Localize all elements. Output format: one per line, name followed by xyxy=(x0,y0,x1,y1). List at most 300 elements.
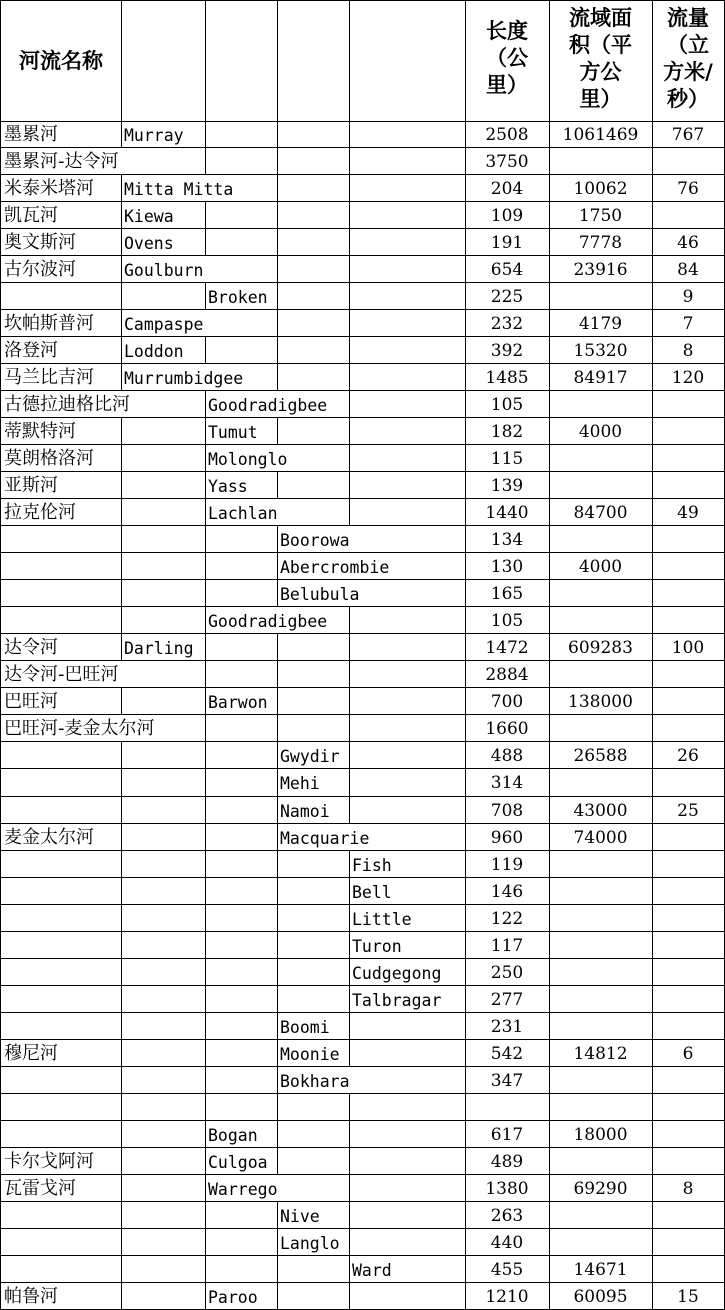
column-divider xyxy=(205,1202,206,1229)
column-divider xyxy=(277,986,278,1013)
river-name-en-level-2: Goodradigbee xyxy=(208,612,328,631)
cell-area: 43000 xyxy=(573,801,628,821)
river-name-en-level-1: Mitta Mitta xyxy=(124,180,234,199)
column-divider xyxy=(349,742,350,769)
column-divider xyxy=(277,1094,278,1121)
row-divider xyxy=(0,525,725,526)
column-divider xyxy=(205,526,206,553)
column-divider xyxy=(277,959,278,986)
column-divider xyxy=(205,986,206,1013)
column-divider xyxy=(205,121,206,148)
cell-length: 105 xyxy=(490,395,524,415)
cell-flow: 9 xyxy=(682,287,694,307)
column-divider xyxy=(349,445,350,472)
river-name-zh: 古尔波河 xyxy=(4,259,76,280)
river-name-zh: 墨累河 xyxy=(4,124,58,145)
cell-length: 2884 xyxy=(485,665,529,685)
column-divider xyxy=(277,553,278,580)
column-divider xyxy=(277,1040,278,1067)
cell-length: 2508 xyxy=(485,125,529,145)
row-divider xyxy=(0,552,725,553)
column-divider xyxy=(121,1229,122,1256)
row-divider xyxy=(0,147,725,148)
row-divider xyxy=(0,363,725,364)
column-divider xyxy=(205,742,206,769)
cell-length: 314 xyxy=(490,773,524,793)
column-divider xyxy=(121,553,122,580)
river-name-en-level-1: Goulburn xyxy=(124,261,204,280)
column-divider xyxy=(277,769,278,796)
column-divider xyxy=(205,445,206,472)
row-divider xyxy=(0,823,725,824)
cell-length: 191 xyxy=(490,233,524,253)
cell-length: 109 xyxy=(490,206,524,226)
column-divider xyxy=(277,580,278,607)
row-divider xyxy=(0,768,725,769)
river-name-zh: 麦金太尔河 xyxy=(4,827,94,848)
column-divider xyxy=(121,634,122,661)
column-divider xyxy=(277,634,278,661)
column-divider xyxy=(205,499,206,526)
column-divider xyxy=(121,418,122,445)
cell-length: 700 xyxy=(490,692,524,712)
header-flow-line-2: （立 xyxy=(667,33,709,57)
column-divider xyxy=(349,797,350,824)
cell-length: 146 xyxy=(490,882,524,902)
cell-area: 1750 xyxy=(578,206,623,226)
table-border-top xyxy=(0,0,725,1)
column-divider xyxy=(121,337,122,364)
column-divider xyxy=(205,418,206,445)
column-divider xyxy=(205,1121,206,1148)
column-divider xyxy=(349,1148,350,1175)
river-name-en-level-2: Bogan xyxy=(208,1126,258,1145)
column-divider xyxy=(121,878,122,905)
header-length-line-2: （公 xyxy=(486,46,528,70)
river-name-en-level-3: Mehi xyxy=(280,774,320,793)
row-divider xyxy=(0,336,725,337)
river-name-en-level-1: Ovens xyxy=(124,234,174,253)
header-area-line-2: 积（平 xyxy=(569,33,632,57)
river-name-zh: 古德拉迪格比河 xyxy=(4,394,130,415)
cell-length: 105 xyxy=(490,611,524,631)
cell-length: 115 xyxy=(490,449,524,469)
column-divider xyxy=(121,256,122,283)
column-divider xyxy=(121,1283,122,1310)
column-divider xyxy=(121,526,122,553)
column-divider xyxy=(277,472,278,499)
row-divider xyxy=(0,606,725,607)
river-name-en-level-3: Gwydir xyxy=(280,747,340,766)
river-name-zh: 坎帕斯普河 xyxy=(4,313,94,334)
column-divider xyxy=(277,1067,278,1094)
column-divider xyxy=(349,1013,350,1040)
cell-flow: 76 xyxy=(677,179,699,199)
river-name-zh: 洛登河 xyxy=(4,340,58,361)
column-divider xyxy=(349,1229,350,1256)
column-divider xyxy=(121,229,122,256)
column-divider xyxy=(349,769,350,796)
cell-length: 1472 xyxy=(485,638,529,658)
cell-flow: 6 xyxy=(682,1044,694,1064)
cell-flow: 15 xyxy=(677,1287,699,1307)
row-divider xyxy=(0,471,725,472)
header-length xyxy=(465,18,549,99)
column-divider xyxy=(277,1013,278,1040)
river-name-en-level-3: Moonie xyxy=(280,1045,340,1064)
column-divider xyxy=(121,824,122,851)
row-divider xyxy=(0,1282,725,1283)
column-divider xyxy=(277,229,278,256)
column-divider xyxy=(205,688,206,715)
column-divider xyxy=(349,202,350,229)
column-divider xyxy=(205,661,206,688)
column-divider xyxy=(349,661,350,688)
column-divider xyxy=(121,1175,122,1202)
column-divider xyxy=(121,121,122,148)
column-divider xyxy=(121,797,122,824)
cell-flow: 767 xyxy=(671,125,705,145)
river-name-en-level-2: Warrego xyxy=(208,1180,278,1199)
cell-area: 4179 xyxy=(578,314,623,334)
river-name-en-level-4: Cudgegong xyxy=(352,964,442,983)
row-divider xyxy=(0,201,725,202)
column-divider xyxy=(349,121,350,148)
river-name-en-level-2: Lachlan xyxy=(208,504,278,523)
cell-length: 250 xyxy=(490,963,524,983)
column-divider xyxy=(205,905,206,932)
column-divider xyxy=(121,905,122,932)
row-divider xyxy=(0,660,725,661)
column-divider xyxy=(277,905,278,932)
cell-length: 617 xyxy=(490,1125,524,1145)
river-name-en-level-2: Tumut xyxy=(208,423,258,442)
river-name-zh: 墨累河-达令河 xyxy=(4,151,119,172)
row-divider xyxy=(0,255,725,256)
column-divider xyxy=(349,986,350,1013)
river-name-en-level-4: Ward xyxy=(352,1261,392,1280)
column-divider xyxy=(349,688,350,715)
column-divider xyxy=(121,0,122,121)
river-name-en-level-4: Little xyxy=(352,910,412,929)
river-name-zh: 凯瓦河 xyxy=(4,205,58,226)
cell-length: 122 xyxy=(490,909,524,929)
cell-area: 60095 xyxy=(573,1287,628,1307)
cell-area: 4000 xyxy=(578,422,623,442)
row-divider xyxy=(0,1201,725,1202)
cell-flow: 7 xyxy=(682,314,694,334)
cell-length: 165 xyxy=(490,584,524,604)
column-divider xyxy=(121,472,122,499)
column-divider xyxy=(277,797,278,824)
cell-flow: 100 xyxy=(671,638,705,658)
river-name-en-level-4: Bell xyxy=(352,883,392,902)
row-divider xyxy=(0,850,725,851)
column-divider xyxy=(121,986,122,1013)
column-divider xyxy=(121,959,122,986)
row-divider xyxy=(0,985,725,986)
column-divider xyxy=(349,715,350,742)
column-divider xyxy=(121,742,122,769)
column-divider xyxy=(349,364,350,391)
river-name-en-level-1: Kiewa xyxy=(124,207,174,226)
column-divider xyxy=(277,851,278,878)
column-divider xyxy=(277,878,278,905)
column-divider xyxy=(205,824,206,851)
column-divider xyxy=(349,905,350,932)
column-divider xyxy=(205,283,206,310)
column-divider xyxy=(349,878,350,905)
column-divider xyxy=(205,1013,206,1040)
column-divider xyxy=(205,337,206,364)
cell-length: 119 xyxy=(490,855,524,875)
cell-area: 18000 xyxy=(573,1125,628,1145)
column-divider xyxy=(205,1094,206,1121)
column-divider xyxy=(205,878,206,905)
column-divider xyxy=(277,175,278,202)
column-divider xyxy=(277,337,278,364)
river-name-zh: 巴旺河 xyxy=(4,691,58,712)
river-name-en-level-1: Campaspe xyxy=(124,315,204,334)
row-divider xyxy=(0,228,725,229)
row-divider xyxy=(0,498,725,499)
column-divider xyxy=(349,337,350,364)
cell-area: 26588 xyxy=(573,746,628,766)
column-divider xyxy=(349,310,350,337)
column-divider xyxy=(121,283,122,310)
cell-length: 654 xyxy=(490,260,524,280)
column-divider xyxy=(277,283,278,310)
row-divider xyxy=(0,1093,725,1094)
column-divider xyxy=(349,959,350,986)
row-divider xyxy=(0,877,725,878)
cell-length: 542 xyxy=(490,1044,524,1064)
cell-length: 204 xyxy=(490,179,524,199)
river-name-en-level-3: Namoi xyxy=(280,802,330,821)
column-divider xyxy=(205,472,206,499)
river-name-en-level-1: Murrumbidgee xyxy=(124,369,244,388)
column-divider xyxy=(349,229,350,256)
column-divider xyxy=(349,1256,350,1283)
cell-area: 14812 xyxy=(573,1044,628,1064)
row-divider xyxy=(0,714,725,715)
column-divider xyxy=(349,932,350,959)
column-divider xyxy=(121,769,122,796)
column-divider xyxy=(121,688,122,715)
river-name-zh: 帕鲁河 xyxy=(4,1286,58,1307)
cell-flow: 46 xyxy=(677,233,699,253)
column-divider xyxy=(121,364,122,391)
column-divider xyxy=(349,1121,350,1148)
river-name-en-level-1: Loddon xyxy=(124,342,184,361)
column-divider xyxy=(205,607,206,634)
column-divider xyxy=(205,1256,206,1283)
cell-area: 4000 xyxy=(578,557,623,577)
river-name-en-level-4: Fish xyxy=(352,856,392,875)
header-area-line-1: 流域面 xyxy=(569,6,632,30)
column-divider xyxy=(205,634,206,661)
column-divider xyxy=(349,391,350,418)
column-divider xyxy=(121,607,122,634)
column-divider xyxy=(121,580,122,607)
column-divider xyxy=(349,499,350,526)
column-divider xyxy=(277,418,278,445)
river-name-en-level-3: Nive xyxy=(280,1207,320,1226)
header-flow-line-3: 方米/ xyxy=(663,60,713,84)
column-divider xyxy=(277,1121,278,1148)
cell-flow: 8 xyxy=(682,1179,694,1199)
cell-area: 69290 xyxy=(573,1179,628,1199)
row-divider xyxy=(0,579,725,580)
column-divider xyxy=(121,175,122,202)
river-name-zh: 亚斯河 xyxy=(4,475,58,496)
column-divider xyxy=(349,851,350,878)
column-divider xyxy=(277,202,278,229)
river-name-en-level-2: Broken xyxy=(208,288,268,307)
cell-flow: 25 xyxy=(677,801,699,821)
river-name-zh: 蒂默特河 xyxy=(4,421,76,442)
row-divider xyxy=(0,1147,725,1148)
column-divider xyxy=(205,1040,206,1067)
cell-length: 960 xyxy=(490,828,524,848)
river-name-zh: 拉克伦河 xyxy=(4,502,76,523)
cell-length: 455 xyxy=(490,1260,524,1280)
river-name-en-level-3: Belubula xyxy=(280,585,360,604)
column-divider xyxy=(277,1283,278,1310)
column-divider xyxy=(349,256,350,283)
row-divider xyxy=(0,174,725,175)
column-divider xyxy=(349,283,350,310)
cell-length: 1660 xyxy=(485,719,529,739)
column-divider xyxy=(277,310,278,337)
river-name-en-level-2: Paroo xyxy=(208,1288,258,1307)
river-name-en-level-4: Talbragar xyxy=(352,991,442,1010)
cell-length: 1380 xyxy=(485,1179,529,1199)
row-divider xyxy=(0,282,725,283)
header-flow-line-4: 秒） xyxy=(667,87,709,111)
column-divider xyxy=(121,1067,122,1094)
column-divider xyxy=(277,742,278,769)
cell-length: 3750 xyxy=(485,152,529,172)
column-divider xyxy=(277,1229,278,1256)
column-divider xyxy=(205,0,206,121)
river-name-zh: 米泰米塔河 xyxy=(4,178,94,199)
row-divider xyxy=(0,1120,725,1121)
cell-area: 84700 xyxy=(573,503,628,523)
river-name-en-level-3: Boomi xyxy=(280,1018,330,1037)
column-divider xyxy=(349,634,350,661)
column-divider xyxy=(121,310,122,337)
cell-length: 263 xyxy=(490,1206,524,1226)
header-area xyxy=(549,5,652,113)
column-divider xyxy=(121,202,122,229)
row-divider xyxy=(0,390,725,391)
river-name-en-level-2: Yass xyxy=(208,477,248,496)
row-divider xyxy=(0,931,725,932)
column-divider xyxy=(277,688,278,715)
column-divider xyxy=(277,526,278,553)
row-divider xyxy=(0,1039,725,1040)
row-divider xyxy=(0,417,725,418)
cell-area: 138000 xyxy=(568,692,633,712)
header-name: 河流名称 xyxy=(19,49,103,73)
column-divider xyxy=(205,769,206,796)
column-divider xyxy=(277,148,278,175)
river-name-en-level-3: Langlo xyxy=(280,1234,340,1253)
river-name-en-level-2: Barwon xyxy=(208,693,268,712)
cell-length: 182 xyxy=(490,422,524,442)
river-name-en-level-1: Darling xyxy=(124,639,194,658)
cell-length: 1485 xyxy=(485,368,529,388)
cell-area: 15320 xyxy=(573,341,628,361)
column-divider xyxy=(277,932,278,959)
column-divider xyxy=(205,202,206,229)
column-divider xyxy=(349,1283,350,1310)
column-divider xyxy=(121,1148,122,1175)
header-area-line-4: 里） xyxy=(579,87,622,111)
river-name-en-level-3: Boorowa xyxy=(280,531,350,550)
column-divider xyxy=(349,1094,350,1121)
header-flow xyxy=(652,5,724,113)
column-divider xyxy=(349,607,350,634)
column-divider xyxy=(205,1067,206,1094)
row-divider xyxy=(0,796,725,797)
cell-area: 7778 xyxy=(578,233,623,253)
column-divider xyxy=(349,1040,350,1067)
column-divider xyxy=(121,1013,122,1040)
row-divider xyxy=(0,309,725,310)
cell-length: 1210 xyxy=(485,1287,529,1307)
column-divider xyxy=(205,148,206,175)
column-divider xyxy=(121,932,122,959)
column-divider xyxy=(121,1256,122,1283)
column-divider xyxy=(277,256,278,283)
column-divider xyxy=(277,0,278,121)
column-divider xyxy=(349,472,350,499)
row-divider xyxy=(0,687,725,688)
column-divider xyxy=(277,1202,278,1229)
river-name-zh: 奥文斯河 xyxy=(4,232,76,253)
column-divider xyxy=(277,121,278,148)
column-divider xyxy=(205,1229,206,1256)
row-divider xyxy=(0,1012,725,1013)
cell-area: 609283 xyxy=(568,638,633,658)
column-divider xyxy=(205,715,206,742)
cell-area: 74000 xyxy=(573,828,628,848)
column-divider xyxy=(205,1148,206,1175)
cell-length: 1440 xyxy=(485,503,529,523)
column-divider xyxy=(121,851,122,878)
cell-area: 1061469 xyxy=(562,125,639,145)
column-divider xyxy=(205,580,206,607)
cell-flow: 84 xyxy=(677,260,699,280)
column-divider xyxy=(205,851,206,878)
cell-length: 392 xyxy=(490,341,524,361)
column-divider xyxy=(121,1202,122,1229)
cell-length: 440 xyxy=(490,1233,524,1253)
column-divider xyxy=(205,797,206,824)
river-name-en-level-4: Turon xyxy=(352,937,402,956)
cell-length: 277 xyxy=(490,990,524,1010)
column-divider xyxy=(121,1040,122,1067)
column-divider xyxy=(0,0,1,1310)
cell-length: 347 xyxy=(490,1071,524,1091)
river-name-en-level-3: Abercrombie xyxy=(280,558,390,577)
column-divider xyxy=(121,499,122,526)
river-name-zh: 穆尼河 xyxy=(4,1043,58,1064)
cell-flow: 120 xyxy=(671,368,705,388)
column-divider xyxy=(277,715,278,742)
